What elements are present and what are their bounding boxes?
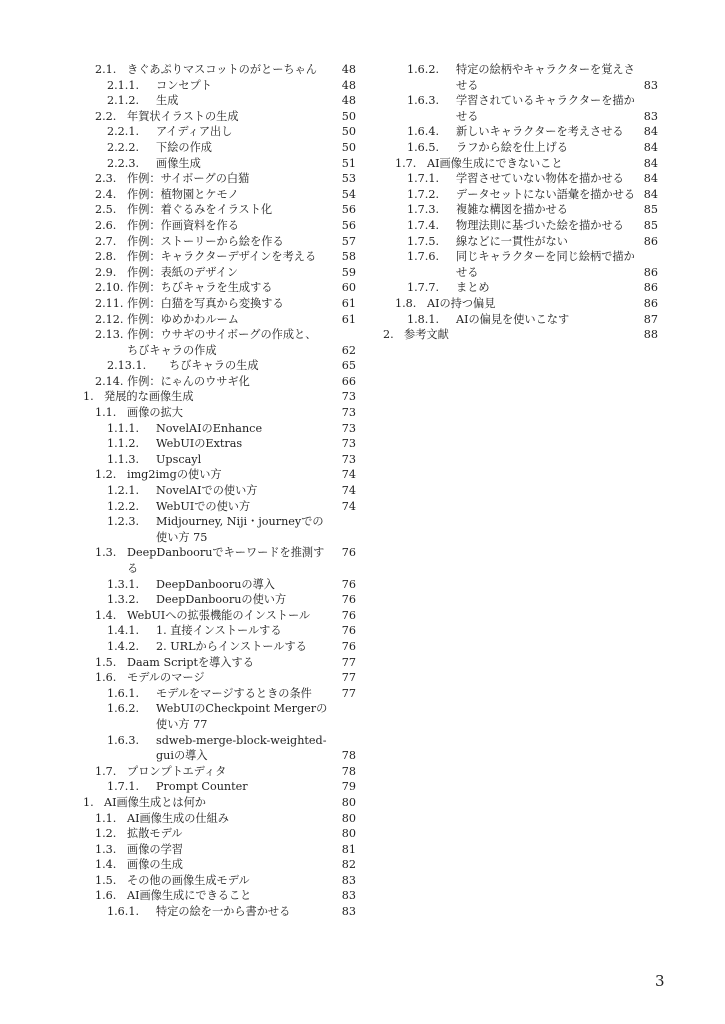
toc-entry: [83, 156, 356, 172]
toc-entry-title: 画像生成: [156, 156, 201, 170]
toc-entry-number: 2.1.1.: [107, 78, 140, 92]
toc-entry: [383, 124, 658, 140]
toc-entry-title: 参考文献: [404, 328, 449, 342]
toc-entry-page: 83: [643, 78, 658, 92]
toc-entry-number: 1.7.1.: [107, 780, 140, 794]
toc-entry: [83, 514, 356, 545]
toc-entry: [83, 857, 356, 873]
toc-entry-number: 2.2.1.: [107, 125, 140, 139]
toc-entry-page: 85: [643, 203, 658, 217]
toc-entry-page: 58: [341, 250, 356, 264]
toc-entry-title: その他の画像生成モデル: [127, 873, 250, 887]
toc-entry-number: 1.8.: [395, 296, 417, 310]
toc-entry-page: 87: [643, 312, 658, 326]
toc-entry-page: 48: [341, 94, 356, 108]
page-number: 3: [655, 972, 665, 990]
toc-entry: [83, 327, 356, 358]
toc-entry-page: 65: [341, 359, 356, 373]
toc-entry-page: 60: [341, 281, 356, 295]
toc-entry-page: 59: [341, 265, 356, 279]
toc-entry-title: DeepDanbooruの導入: [156, 577, 275, 591]
toc-entry: [83, 234, 356, 250]
toc-entry-title: DeepDanbooruでキーワードを推測する: [127, 546, 325, 575]
toc-entry-page: 50: [341, 125, 356, 139]
toc-entry-number: 1.4.: [95, 858, 117, 872]
toc-entry: [83, 608, 356, 624]
toc-entry: [383, 202, 658, 218]
toc-entry-title: WebUIのExtras: [156, 437, 243, 451]
toc-entry: [83, 483, 356, 499]
toc-entry-number: 1.5.: [95, 873, 117, 887]
toc-entry-page: 54: [341, 187, 356, 201]
toc-entry-page: 78: [341, 764, 356, 778]
toc-entry-page: 61: [341, 296, 356, 310]
toc-entry-number: 2.10.: [95, 281, 124, 295]
toc-entry-title: AI画像生成の仕組み: [127, 811, 229, 825]
toc-entry-page: 76: [341, 639, 356, 653]
toc-entry: [83, 280, 356, 296]
toc-entry-page: 80: [341, 795, 356, 809]
toc-entry-title: 特定の絵柄やキャラクターを覚えさせる: [456, 63, 635, 92]
toc-entry: [83, 358, 356, 374]
toc-entry-number: 1.: [83, 390, 94, 404]
toc-entry-number: 1.2.: [95, 468, 117, 482]
toc-entry-title: プロンプトエディタ: [127, 764, 227, 778]
toc-entry-title: まとめ: [456, 281, 490, 295]
toc-entry-page: 88: [643, 328, 658, 342]
toc-entry: [83, 467, 356, 483]
toc-entry-number: 1.2.2.: [107, 499, 140, 513]
toc-entry-page: 76: [341, 624, 356, 638]
toc-entry-number: 2.13.1.: [107, 359, 147, 373]
toc-entry-page: 53: [341, 172, 356, 186]
toc-entry: [83, 795, 356, 811]
toc-entry-number: 1.1.1.: [107, 421, 140, 435]
toc-entry-number: 2.2.: [95, 109, 117, 123]
toc-entry-page: 86: [643, 296, 658, 310]
toc-entry-title: 年賀状イラストの生成: [127, 109, 239, 123]
toc-entry-title: 作例：表紙のデザイン: [127, 265, 239, 279]
toc-entry-title: アイディア出し: [156, 125, 233, 139]
toc-entry-title: Midjourney, Niji・journeyでの使い方 75: [156, 515, 324, 544]
toc-entry: [383, 234, 658, 250]
toc-entry-title: 作例：白猫を写真から変換する: [127, 296, 284, 310]
toc-entry-title: 作例：ストーリーから絵を作る: [127, 234, 284, 248]
toc-entry-title: AIの持つ偏見: [427, 296, 496, 310]
toc-entry: [83, 623, 356, 639]
toc-entry-page: 76: [341, 593, 356, 607]
toc-entry: [83, 78, 356, 94]
toc-entry-number: 1.4.: [95, 608, 117, 622]
toc-entry-number: 2.7.: [95, 234, 117, 248]
toc-entry-title: 作例：にゃんのウサギ化: [127, 374, 250, 388]
toc-entry-number: 2.12.: [95, 312, 124, 326]
toc-entry-title: ちびキャラの生成: [169, 359, 259, 373]
toc-entry-page: 76: [341, 546, 356, 560]
toc-entry-page: 73: [341, 437, 356, 451]
toc-entry: [83, 764, 356, 780]
toc-entry-number: 1.7.: [395, 156, 417, 170]
toc-left-column: [83, 62, 356, 920]
toc-entry-title: 作例：ちびキャラを生成する: [127, 281, 273, 295]
toc-entry-page: 48: [341, 63, 356, 76]
toc-entry-number: 1.6.2.: [407, 63, 440, 76]
toc-entry-page: 56: [341, 203, 356, 217]
toc-entry-page: 80: [341, 811, 356, 825]
toc-entry: [383, 327, 658, 343]
toc-entry: [83, 93, 356, 109]
toc-entry: [83, 655, 356, 671]
toc-entry: [83, 265, 356, 281]
toc-entry-number: 2.6.: [95, 218, 117, 232]
toc-entry-title: ラフから絵を仕上げる: [456, 140, 568, 154]
toc-entry-page: 84: [643, 156, 658, 170]
toc-entry-title: 画像の拡大: [127, 406, 183, 420]
toc-entry: [83, 187, 356, 203]
toc-entry-page: 77: [341, 655, 356, 669]
toc-entry-page: 86: [643, 265, 658, 279]
toc-entry-number: 1.3.: [95, 842, 117, 856]
toc-entry-page: 74: [341, 468, 356, 482]
toc-entry-page: 57: [341, 234, 356, 248]
toc-entry-number: 1.7.6.: [407, 250, 440, 264]
toc-entry-title: 学習させていない物体を描かせる: [456, 172, 624, 186]
toc-entry-number: 1.7.3.: [407, 203, 440, 217]
toc-entry-page: 83: [643, 109, 658, 123]
toc-entry-title: WebUIでの使い方: [156, 499, 251, 513]
toc-entry: [83, 733, 356, 764]
toc-entry-title: 作例：作画資料を作る: [127, 218, 239, 232]
toc-entry-page: 83: [341, 889, 356, 903]
toc-entry-number: 1.6.3.: [407, 94, 440, 108]
toc-entry-title: 特定の絵を一から書かせる: [156, 905, 291, 919]
toc-entry-number: 1.6.3.: [107, 733, 140, 747]
toc-entry-number: 1.6.2.: [107, 702, 140, 716]
toc-entry: [383, 140, 658, 156]
toc-entry: [83, 499, 356, 515]
toc-entry: [83, 421, 356, 437]
toc-entry-number: 1.6.5.: [407, 140, 440, 154]
toc-entry: [383, 62, 658, 93]
toc-entry-page: 74: [341, 499, 356, 513]
toc-entry-page: 78: [341, 749, 356, 763]
toc-entry: [383, 171, 658, 187]
toc-entry-title: データセットにない語彙を描かせる: [456, 187, 636, 201]
toc-entry-page: 66: [341, 374, 356, 388]
toc-entry: [83, 842, 356, 858]
toc-entry: [83, 312, 356, 328]
toc-entry: [83, 686, 356, 702]
toc-entry: [383, 187, 658, 203]
toc-entry-title: 作例：着ぐるみをイラスト化: [127, 203, 273, 217]
toc-entry-page: 76: [341, 608, 356, 622]
toc-entry-title: AI画像生成にできること: [127, 889, 252, 903]
toc-entry-number: 1.7.2.: [407, 187, 440, 201]
toc-entry-number: 2.14.: [95, 374, 124, 388]
toc-entry-title: 新しいキャラクターを考えさせる: [456, 125, 624, 139]
toc-entry-title: 線などに一貫性がない: [456, 234, 568, 248]
toc-entry-title: Daam Scriptを導入する: [127, 655, 254, 669]
toc-entry-number: 1.2.3.: [107, 515, 140, 529]
toc-entry: [83, 109, 356, 125]
toc-entry-title: コンセプト: [156, 78, 212, 92]
toc-entry: [383, 218, 658, 234]
toc-entry-page: 84: [643, 187, 658, 201]
toc-entry-page: 76: [341, 577, 356, 591]
toc-entry-number: 2.1.: [95, 63, 117, 76]
toc-entry-title: 拡散モデル: [127, 827, 183, 841]
toc-entry-page: 83: [341, 873, 356, 887]
toc-entry: [83, 249, 356, 265]
toc-entry-number: 1.1.: [95, 811, 117, 825]
toc-entry: [383, 249, 658, 280]
toc-entry: [83, 140, 356, 156]
toc-entry-title: 作例：植物園とケモノ: [127, 187, 239, 201]
toc-entry: [383, 156, 658, 172]
toc-entry: [83, 888, 356, 904]
toc-entry-number: 1.7.: [95, 764, 117, 778]
toc-entry: [83, 670, 356, 686]
toc-entry-title: 画像の学習: [127, 842, 183, 856]
toc-entry-title: 作例：ゆめかわルーム: [127, 312, 239, 326]
toc-entry-page: 51: [341, 156, 356, 170]
toc-entry-page: 84: [643, 140, 658, 154]
toc-entry-page: 84: [643, 172, 658, 186]
toc-entry-title: モデルをマージするときの条件: [156, 686, 312, 700]
toc-entry-title: sdweb-merge-block-weighted-guiの導入: [156, 733, 327, 763]
toc-entry-title: 作例：サイボーグの白猫: [127, 172, 250, 186]
toc-entry-title: 作例：キャラクターデザインを考える: [127, 250, 317, 264]
toc-entry: [83, 904, 356, 920]
toc-entry: [83, 779, 356, 795]
toc-entry-number: 1.: [83, 795, 94, 809]
toc-entry: [83, 436, 356, 452]
toc-entry: [83, 374, 356, 390]
toc-entry-title: 作例：ウサギのサイボーグの作成と、ちびキャラの作成: [127, 328, 317, 357]
toc-entry-number: 2.3.: [95, 172, 117, 186]
toc-entry-number: 2.: [383, 328, 394, 342]
toc-entry-number: 1.6.: [95, 889, 117, 903]
toc-entry-page: 86: [643, 234, 658, 248]
toc-entry-title: 1. 直接インストールする: [156, 624, 282, 638]
toc-entry: [83, 811, 356, 827]
toc-entry-title: NovelAIのEnhance: [156, 421, 263, 435]
toc-entry-page: 73: [341, 452, 356, 466]
toc-entry: [83, 826, 356, 842]
toc-entry-page: 82: [341, 858, 356, 872]
toc-entry: [83, 701, 356, 732]
toc-entry: [83, 577, 356, 593]
toc-entry-number: 2.11.: [95, 296, 124, 310]
toc-entry-number: 2.4.: [95, 187, 117, 201]
toc-entry-title: モデルのマージ: [127, 671, 205, 685]
toc-entry-page: 50: [341, 109, 356, 123]
toc-entry-title: DeepDanbooruの使い方: [156, 593, 287, 607]
toc-entry-page: 61: [341, 312, 356, 326]
toc-entry-page: 73: [341, 406, 356, 420]
toc-entry-title: AI画像生成とは何か: [104, 795, 206, 809]
toc-entry-title: NovelAIでの使い方: [156, 484, 258, 498]
toc-entry-title: AIの偏見を使いこなす: [456, 312, 570, 326]
toc-entry-number: 2.5.: [95, 203, 117, 217]
toc-entry-title: img2imgの使い方: [127, 468, 222, 482]
toc-entry-number: 1.3.1.: [107, 577, 140, 591]
toc-entry-number: 1.6.1.: [107, 905, 140, 919]
toc-right-column: [383, 62, 658, 343]
toc-entry-number: 1.1.: [95, 406, 117, 420]
toc-entry: [83, 639, 356, 655]
toc-entry-page: 48: [341, 78, 356, 92]
toc-entry-title: 学習されているキャラクターを描かせる: [456, 94, 635, 123]
toc-entry-number: 2.8.: [95, 250, 117, 264]
toc-entry-page: 50: [341, 140, 356, 154]
toc-entry-page: 77: [341, 686, 356, 700]
toc-entry-number: 1.3.2.: [107, 593, 140, 607]
toc-entry-number: 1.6.4.: [407, 125, 440, 139]
toc-entry: [83, 389, 356, 405]
toc-entry-page: 56: [341, 218, 356, 232]
toc-entry-number: 1.7.1.: [407, 172, 440, 186]
toc-entry-number: 1.7.4.: [407, 218, 440, 232]
toc-entry: [83, 452, 356, 468]
toc-entry-title: 同じキャラクターを同じ絵柄で描かせる: [456, 250, 635, 279]
toc-entry-number: 1.6.1.: [107, 686, 140, 700]
toc-entry: [83, 202, 356, 218]
toc-entry-title: 発展的な画像生成: [104, 390, 194, 404]
toc-entry-page: 85: [643, 218, 658, 232]
toc-entry-number: 1.2.1.: [107, 484, 140, 498]
toc-entry-number: 2.1.2.: [107, 94, 140, 108]
toc-entry: [83, 296, 356, 312]
toc-entry-number: 1.7.7.: [407, 281, 440, 295]
toc-entry: [83, 545, 356, 576]
toc-entry-number: 2.2.2.: [107, 140, 140, 154]
toc-entry: [83, 62, 356, 78]
toc-entry-page: 80: [341, 827, 356, 841]
toc-entry: [83, 124, 356, 140]
toc-entry-number: 1.7.5.: [407, 234, 440, 248]
toc-entry: [83, 218, 356, 234]
toc-entry-title: きぐあぷりマスコットのがとーちゃん: [127, 63, 317, 76]
toc-entry-title: 物理法則に基づいた絵を描かせる: [456, 218, 624, 232]
toc-entry-title: 複雑な構図を描かせる: [456, 203, 568, 217]
toc-entry-title: 画像の生成: [127, 858, 183, 872]
toc-entry-title: WebUIのCheckpoint Mergerの使い方 77: [156, 702, 328, 731]
toc-entry: [383, 312, 658, 328]
toc-entry-number: 1.6.: [95, 671, 117, 685]
toc-entry: [383, 296, 658, 312]
toc-entry-number: 1.8.1.: [407, 312, 440, 326]
toc-entry-number: 1.4.2.: [107, 639, 140, 653]
toc-entry: [83, 592, 356, 608]
toc-entry-title: 下絵の作成: [156, 140, 212, 154]
toc-entry-page: 77: [341, 671, 356, 685]
toc-entry-number: 1.5.: [95, 655, 117, 669]
toc-entry-number: 1.4.1.: [107, 624, 140, 638]
toc-entry-page: 62: [341, 343, 356, 357]
toc-entry-number: 1.1.2.: [107, 437, 140, 451]
toc-entry-number: 2.2.3.: [107, 156, 140, 170]
toc-entry-number: 1.2.: [95, 827, 117, 841]
toc-entry-page: 79: [341, 780, 356, 794]
toc-entry: [383, 93, 658, 124]
toc-entry-page: 73: [341, 421, 356, 435]
toc-entry-title: AI画像生成にできないこと: [427, 156, 563, 170]
toc-entry-page: 86: [643, 281, 658, 295]
toc-entry-number: 2.9.: [95, 265, 117, 279]
toc-entry-title: Upscayl: [156, 452, 202, 466]
toc-entry: [83, 873, 356, 889]
toc-entry-title: 2. URLからインストールする: [156, 639, 307, 653]
toc-entry: [83, 171, 356, 187]
toc-entry-number: 1.3.: [95, 546, 117, 560]
toc-entry-title: WebUIへの拡張機能のインストール: [127, 608, 311, 622]
toc-entry-page: 84: [643, 125, 658, 139]
toc-entry: [83, 405, 356, 421]
toc-entry: [383, 280, 658, 296]
toc-entry-title: 生成: [156, 94, 179, 108]
toc-entry-page: 73: [341, 390, 356, 404]
toc-entry-title: Prompt Counter: [156, 780, 248, 794]
toc-entry-page: 83: [341, 905, 356, 919]
toc-entry-number: 1.1.3.: [107, 452, 140, 466]
toc-entry-number: 2.13.: [95, 328, 124, 342]
toc-entry-page: 74: [341, 484, 356, 498]
toc-entry-page: 81: [341, 842, 356, 856]
